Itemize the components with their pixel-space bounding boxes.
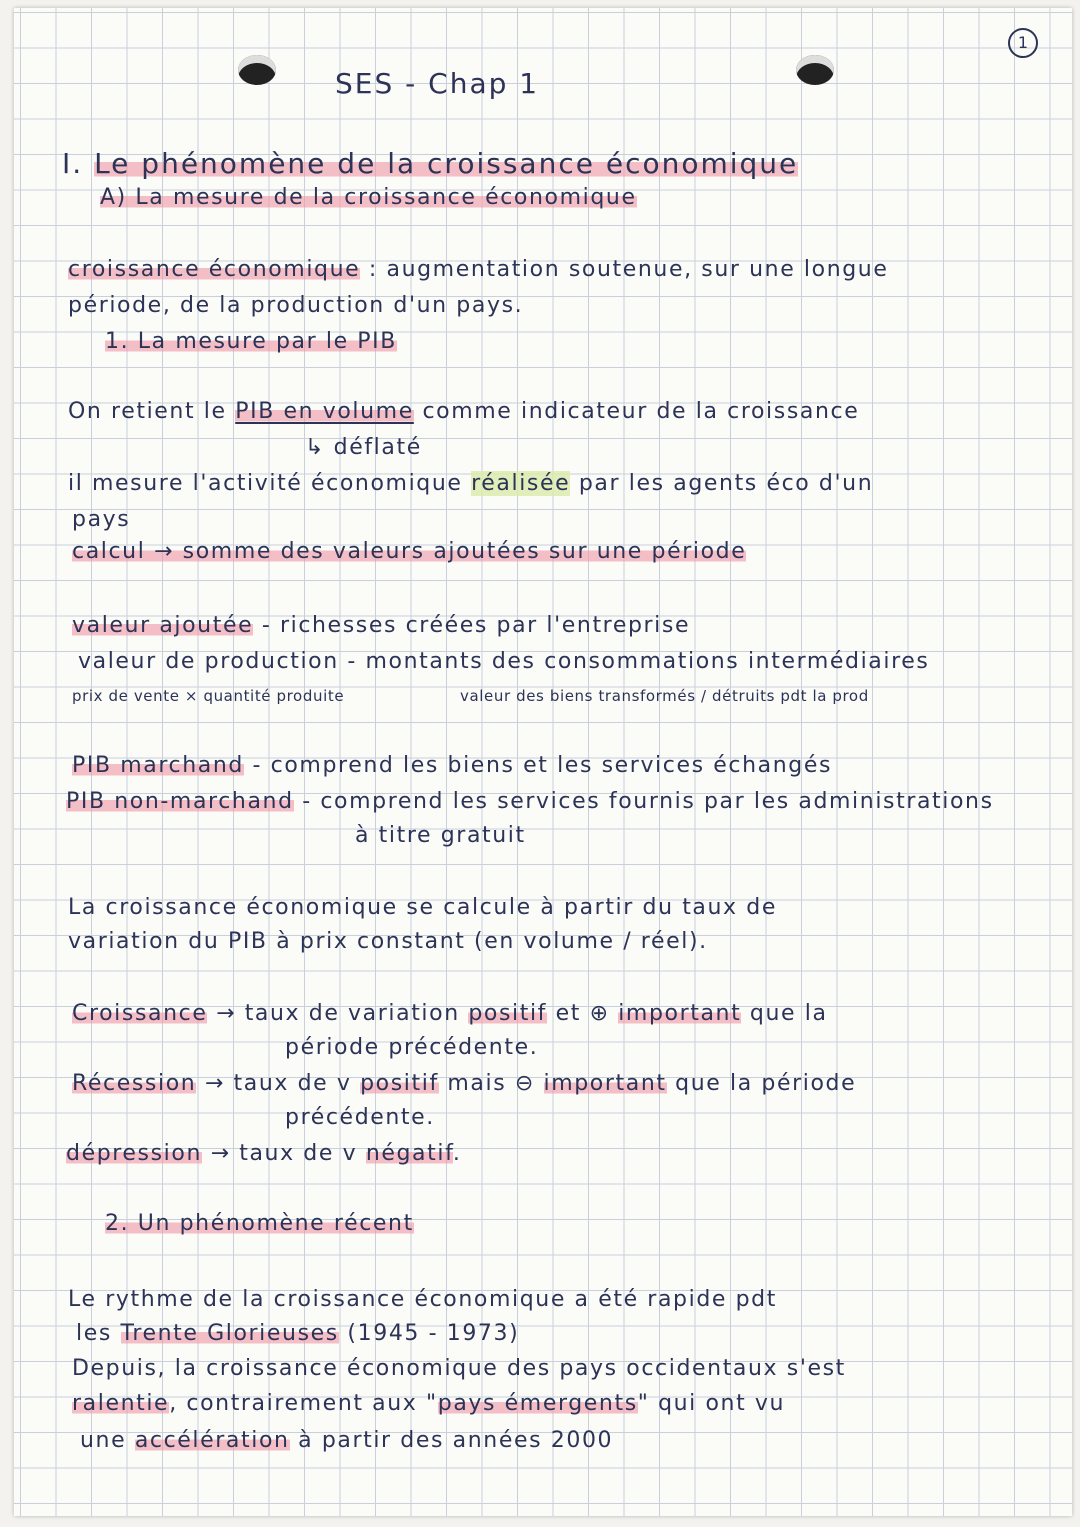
highlighted-text: PIB en volume bbox=[235, 399, 414, 424]
note-line bbox=[68, 292, 523, 320]
note-line bbox=[285, 1034, 538, 1062]
note-text: valeur des biens transformés / détruits pdt la prod bbox=[460, 687, 869, 705]
note-line bbox=[72, 538, 746, 566]
note-line bbox=[72, 1070, 856, 1098]
highlighted-text: Le phénomène de la croissance économique bbox=[94, 147, 799, 180]
note-text: , contrairement aux " bbox=[169, 1391, 438, 1416]
note-line bbox=[460, 682, 869, 710]
note-line bbox=[355, 822, 526, 850]
note-line bbox=[105, 328, 397, 356]
highlighted-text: croissance économique bbox=[68, 257, 361, 282]
note-text: → taux de v bbox=[202, 1141, 366, 1166]
note-line bbox=[62, 147, 799, 180]
note-text: période précédente. bbox=[285, 1035, 539, 1060]
note-text: valeur de production - montants des consommations intermédiaires bbox=[78, 649, 930, 674]
note-line bbox=[72, 612, 690, 640]
highlighted-text: pays émergents bbox=[437, 1391, 638, 1416]
note-line bbox=[66, 788, 994, 816]
highlighted-text: PIB non-marchand bbox=[66, 789, 294, 814]
note-text: à titre gratuit bbox=[355, 823, 526, 848]
note-text: période, de la production d'un pays. bbox=[68, 293, 524, 318]
note-text: . bbox=[452, 1141, 462, 1166]
highlighted-text: Trente Glorieuses bbox=[120, 1321, 339, 1346]
note-text: les bbox=[76, 1321, 121, 1346]
note-text: → taux de v bbox=[196, 1071, 361, 1096]
note-text: il mesure l'activité économique bbox=[68, 471, 472, 496]
highlighted-text: A) La mesure de la croissance économique bbox=[100, 185, 637, 210]
note-text: que la période bbox=[666, 1071, 857, 1096]
note-text: : augmentation soutenue, sur une longue bbox=[360, 257, 889, 282]
highlighted-text: Croissance bbox=[72, 1001, 208, 1026]
note-text: - comprend les services fournis par les administrations bbox=[293, 789, 994, 814]
note-line bbox=[105, 1210, 414, 1238]
note-text: variation du PIB à prix constant (en volume / réel). bbox=[68, 929, 708, 954]
highlighted-text: ralentie bbox=[72, 1391, 170, 1416]
note-line bbox=[72, 506, 130, 534]
note-line bbox=[68, 1286, 777, 1314]
punch-hole-right bbox=[796, 55, 834, 85]
note-text: précédente. bbox=[285, 1105, 435, 1130]
note-line bbox=[72, 1390, 785, 1418]
note-text: " qui ont vu bbox=[637, 1391, 786, 1416]
note-text: Le rythme de la croissance économique a été rapide pdt bbox=[68, 1287, 777, 1312]
page-title: SES - Chap 1 bbox=[335, 67, 540, 100]
note-line bbox=[72, 1355, 846, 1383]
note-text: Depuis, la croissance économique des pays occidentaux s'est bbox=[72, 1356, 846, 1381]
note-text: pays bbox=[72, 507, 131, 532]
note-line bbox=[66, 1140, 461, 1168]
highlighted-text: calcul → somme des valeurs ajoutées sur une période bbox=[72, 539, 747, 564]
note-text: une bbox=[80, 1428, 135, 1453]
punch-hole-left bbox=[238, 55, 276, 85]
note-line bbox=[76, 1320, 519, 1348]
highlighted-text: positif bbox=[468, 1001, 548, 1026]
note-text: à partir des années 2000 bbox=[289, 1428, 614, 1453]
note-line bbox=[285, 1104, 435, 1132]
note-line bbox=[68, 894, 777, 922]
note-text: et ⊕ bbox=[547, 1001, 619, 1026]
highlighted-text: accélération bbox=[134, 1428, 290, 1453]
note-line bbox=[100, 184, 637, 212]
note-line bbox=[68, 256, 889, 284]
note-text: La croissance économique se calcule à partir du taux de bbox=[68, 895, 777, 920]
highlighted-text: positif bbox=[360, 1071, 439, 1096]
note-text: que la bbox=[741, 1001, 828, 1026]
note-text: I. bbox=[62, 147, 95, 180]
highlighted-text: important bbox=[618, 1001, 742, 1026]
note-line bbox=[305, 434, 422, 462]
highlighted-text: 1. La mesure par le PIB bbox=[105, 329, 397, 354]
highlighted-text: valeur ajoutée bbox=[72, 613, 254, 638]
note-text: par les agents éco d'un bbox=[570, 471, 874, 496]
note-line bbox=[68, 398, 859, 426]
page-number: 1 bbox=[1008, 28, 1038, 58]
note-text: prix de vente × quantité produite bbox=[72, 687, 345, 705]
note-line bbox=[78, 648, 929, 676]
highlighted-text: PIB marchand bbox=[72, 753, 244, 778]
note-text: → taux de variation bbox=[207, 1001, 469, 1026]
note-text: (1945 - 1973) bbox=[338, 1321, 520, 1346]
note-line bbox=[68, 470, 873, 498]
note-line bbox=[72, 752, 832, 780]
highlighted-text: Récession bbox=[72, 1071, 197, 1096]
highlighted-text: dépression bbox=[66, 1141, 203, 1166]
note-line bbox=[68, 928, 708, 956]
note-line bbox=[72, 682, 344, 710]
note-text: mais ⊖ bbox=[438, 1071, 544, 1096]
highlighted-text: important bbox=[543, 1071, 667, 1096]
note-text: ↳ déflaté bbox=[305, 435, 422, 460]
note-line bbox=[80, 1427, 613, 1455]
note-text: comme indicateur de la croissance bbox=[413, 399, 860, 424]
highlighted-text: négatif bbox=[365, 1141, 453, 1166]
note-text: - comprend les biens et les services échangés bbox=[243, 753, 833, 778]
highlighted-text: réalisée bbox=[471, 471, 571, 496]
note-line bbox=[72, 1000, 828, 1028]
note-text: - richesses créées par l'entreprise bbox=[253, 613, 691, 638]
highlighted-text: 2. Un phénomène récent bbox=[105, 1211, 414, 1236]
note-text: On retient le bbox=[68, 399, 236, 424]
